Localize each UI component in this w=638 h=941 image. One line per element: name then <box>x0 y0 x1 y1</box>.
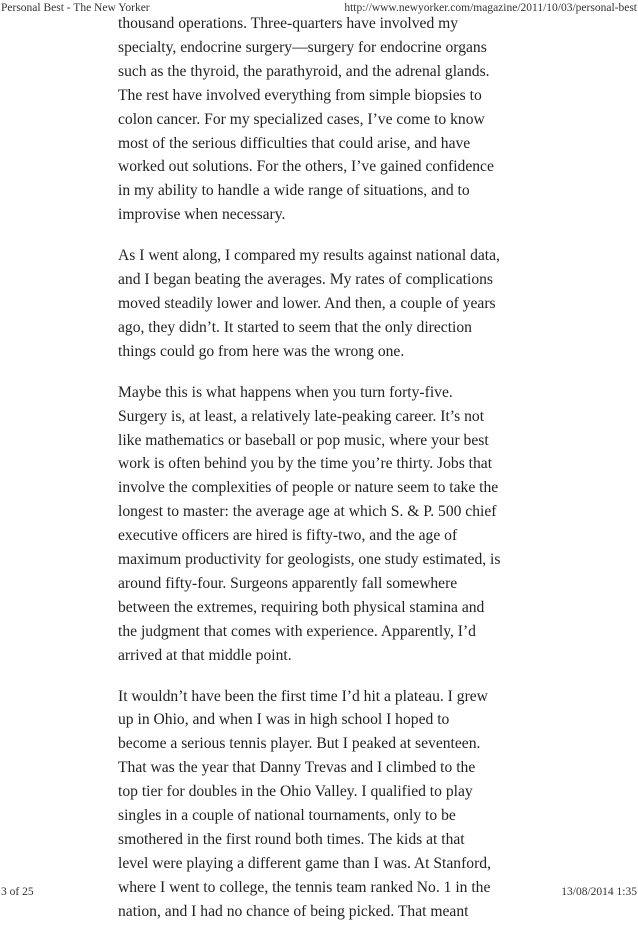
text-line: like mathematics or baseball or pop music, where your best <box>118 431 489 449</box>
text-line: specialty, endocrine surgery—surgery for endocrine organs <box>118 38 487 56</box>
print-footer <box>0 884 638 900</box>
page-title: Personal Best - The New Yorker <box>1 2 150 14</box>
text-line: become a serious tennis player. But I peaked at seventeen. <box>118 735 481 753</box>
text-line: Maybe this is what happens when you turn forty-five. <box>118 383 453 401</box>
text-line: executive officers are hired is fifty-two, and the age of <box>118 527 458 545</box>
text-line: level were playing a different game than I was. At Stanford, <box>118 854 491 872</box>
text-line: top tier for doubles in the Ohio Valley. I qualified to play <box>118 783 473 801</box>
text-line: ago, they didn’t. It started to seem that the only direction <box>118 318 472 336</box>
page-url: http://www.newyorker.com/magazine/2011/10/03/personal-best <box>344 2 637 14</box>
paragraph <box>118 244 522 364</box>
text-line: where I went to college, the tennis team ranked No. 1 in the <box>118 878 491 896</box>
text-line: longest to master: the average age at which S. & P. 500 chief <box>118 503 497 521</box>
text-line: most of the serious difficulties that could arise, and have <box>118 134 471 152</box>
text-line: arrived at that middle point. <box>118 646 292 664</box>
text-line: The rest have involved everything from simple biopsies to <box>118 86 482 104</box>
text-line: improvise when necessary. <box>118 206 286 224</box>
paragraph <box>118 12 522 227</box>
text-line: such as the thyroid, the parathyroid, and the adrenal glands. <box>118 62 490 80</box>
article-body <box>118 12 522 941</box>
text-line: colon cancer. For my specialized cases, I’ve come to know <box>118 110 485 128</box>
text-line: It wouldn’t have been the first time I’d hit a plateau. I grew <box>118 687 488 705</box>
text-line: around fifty-four. Surgeons apparently fall somewhere <box>118 574 458 592</box>
text-line: thousand operations. Three-quarters have involved my <box>118 15 459 32</box>
text-line: singles in a couple of national tournaments, only to be <box>118 807 456 825</box>
text-line: between the extremes, requiring both physical stamina and <box>118 598 485 616</box>
text-line: up in Ohio, and when I was in high school I hoped to <box>118 711 450 729</box>
text-line: involve the complexities of people or nature seem to take the <box>118 479 499 497</box>
text-line: As I went along, I compared my results against national data, <box>118 247 500 265</box>
page-count: 3 of 25 <box>1 886 34 898</box>
text-line: smothered in the first round both times. The kids at that <box>118 831 465 848</box>
text-line: things could go from here was the wrong one. <box>118 342 405 360</box>
text-line: That was the year that Danny Trevas and I climbed to the <box>118 759 476 777</box>
text-line: and I began beating the averages. My rates of complications <box>118 271 493 289</box>
text-line: work is often behind you by the time you’re thirty. Jobs that <box>118 455 493 473</box>
paragraph <box>118 381 522 668</box>
text-line: maximum productivity for geologists, one study estimated, is <box>118 551 501 569</box>
text-line: moved steadily lower and lower. And then, a couple of years <box>118 294 496 312</box>
text-line: in my ability to handle a wide range of situations, and to <box>118 182 470 200</box>
print-timestamp: 13/08/2014 1:35 <box>561 886 637 898</box>
text-line: the judgment that comes with experience. Apparently, I’d <box>118 622 476 640</box>
text-line: worked out solutions. For the others, I’ve gained confidence <box>118 158 494 176</box>
text-line: Surgery is, at least, a relatively late-peaking career. It’s not <box>118 407 485 425</box>
text-line: nation, and I had no chance of being picked. That meant <box>118 902 469 920</box>
